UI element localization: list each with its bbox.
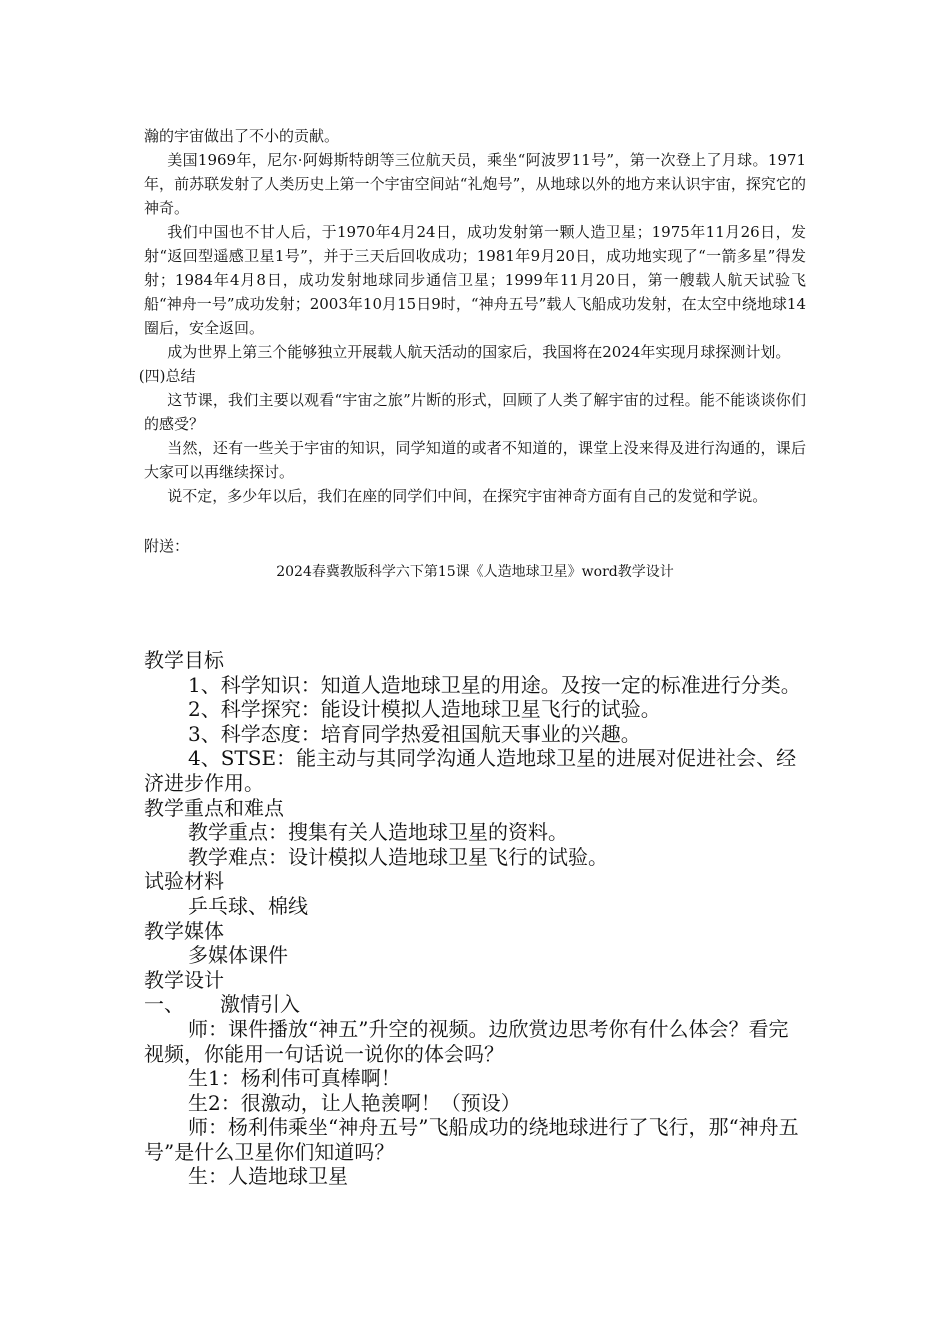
paragraph: 说不定，多少年以后，我们在座的同学们中间，在探究宇宙神奇方面有自己的发觉和学说。 <box>167 487 768 505</box>
paragraph: 瀚的宇宙做出了不小的贡献。 <box>144 127 340 145</box>
objective-item: 4、STSE：能主动与其同学沟通人造地球卫星的进展对促进社会、经济进步作用。 <box>144 746 797 795</box>
heading-media: 教学媒体 <box>144 918 224 943</box>
heading-materials: 试验材料 <box>144 869 224 894</box>
paragraph: 成为世界上第三个能够独立开展载人航天活动的国家后，我国将在2024年实现月球探测计划。 <box>167 343 791 361</box>
objective-item: 2、科学探究：能设计模拟人造地球卫星飞行的试验。 <box>188 697 661 722</box>
document-title: 2024春冀教版科学六下第15课《人造地球卫星》word教学设计 <box>276 564 674 580</box>
objective-item: 1、科学知识：知道人造地球卫星的用途。及按一定的标准进行分类。 <box>188 672 801 697</box>
heading-objectives: 教学目标 <box>144 648 224 672</box>
dialogue-line: 生1：杨利伟可真棒啊！ <box>188 1066 401 1091</box>
paragraph: 我们中国也不甘人后，于1970年4月24日，成功发射第一颗人造卫星；1975年11月26日，发射“返回型遥感卫星1号”，并于三天后回收成功；1981年9月20日，成功地实现了“一箭多星”得发射；1984年4月8日，成功发射地球同步通信卫星；1999年11月20日，第一艘载人航天试验飞船“神舟一号”成功发射；2003年10月15日9时，“神舟五号”载人飞船成功发射，在太空中绕地球14圈后，安全返回。 <box>144 223 806 337</box>
dialogue-line: 生：人造地球卫星 <box>188 1164 348 1189</box>
appendix-label: 附送： <box>144 537 190 555</box>
key-point-item: 教学难点：设计模拟人造地球卫星飞行的试验。 <box>188 844 608 869</box>
paragraph: 当然，还有一些关于宇宙的知识，同学知道的或者不知道的，课堂上没来得及进行沟通的，课后大家可以再继续探讨。 <box>144 439 806 481</box>
previous-lesson-text <box>138 124 806 584</box>
key-point-item: 教学重点：搜集有关人造地球卫星的资料。 <box>188 820 568 845</box>
dialogue-line: 师：杨利伟乘坐“神舟五号”飞船成功的绕地球进行了飞行，那“神舟五号”是什么卫星你们知道吗？ <box>144 1115 799 1164</box>
dialogue-line: 师：课件播放“神五”升空的视频。边欣赏边思考你有什么体会？看完视频，你能用一句话说一说你的体会吗？ <box>144 1016 789 1066</box>
heading-key-points: 教学重点和难点 <box>144 795 284 820</box>
objective-item: 3、科学态度：培育同学热爱祖国航天事业的兴趣。 <box>188 721 641 746</box>
section-number: 一、 <box>144 992 184 1017</box>
media-text: 多媒体课件 <box>188 943 288 968</box>
materials-text: 乒乓球、棉线 <box>188 893 308 918</box>
paragraph: 这节课，我们主要以观看“宇宙之旅”片断的形式，回顾了人类了解宇宙的过程。能不能谈谈你们的感受？ <box>144 391 806 433</box>
dialogue-line: 生2：很激动，让人艳羡啊！（预设） <box>188 1090 521 1115</box>
section-intro-heading <box>144 992 808 1017</box>
paragraph: 美国1969年，尼尔·阿姆斯特朗等三位航天员，乘坐“阿波罗11号”，第一次登上了月球。1971年，前苏联发射了人类历史上第一个宇宙空间站“礼炮号”，从地球以外的地方来认识宇宙，探究它的神奇。 <box>144 151 806 217</box>
section-title: 激情引入 <box>220 992 300 1017</box>
section-heading: (四)总结 <box>138 367 196 385</box>
lesson-plan <box>144 648 808 1189</box>
heading-design: 教学设计 <box>144 967 224 992</box>
